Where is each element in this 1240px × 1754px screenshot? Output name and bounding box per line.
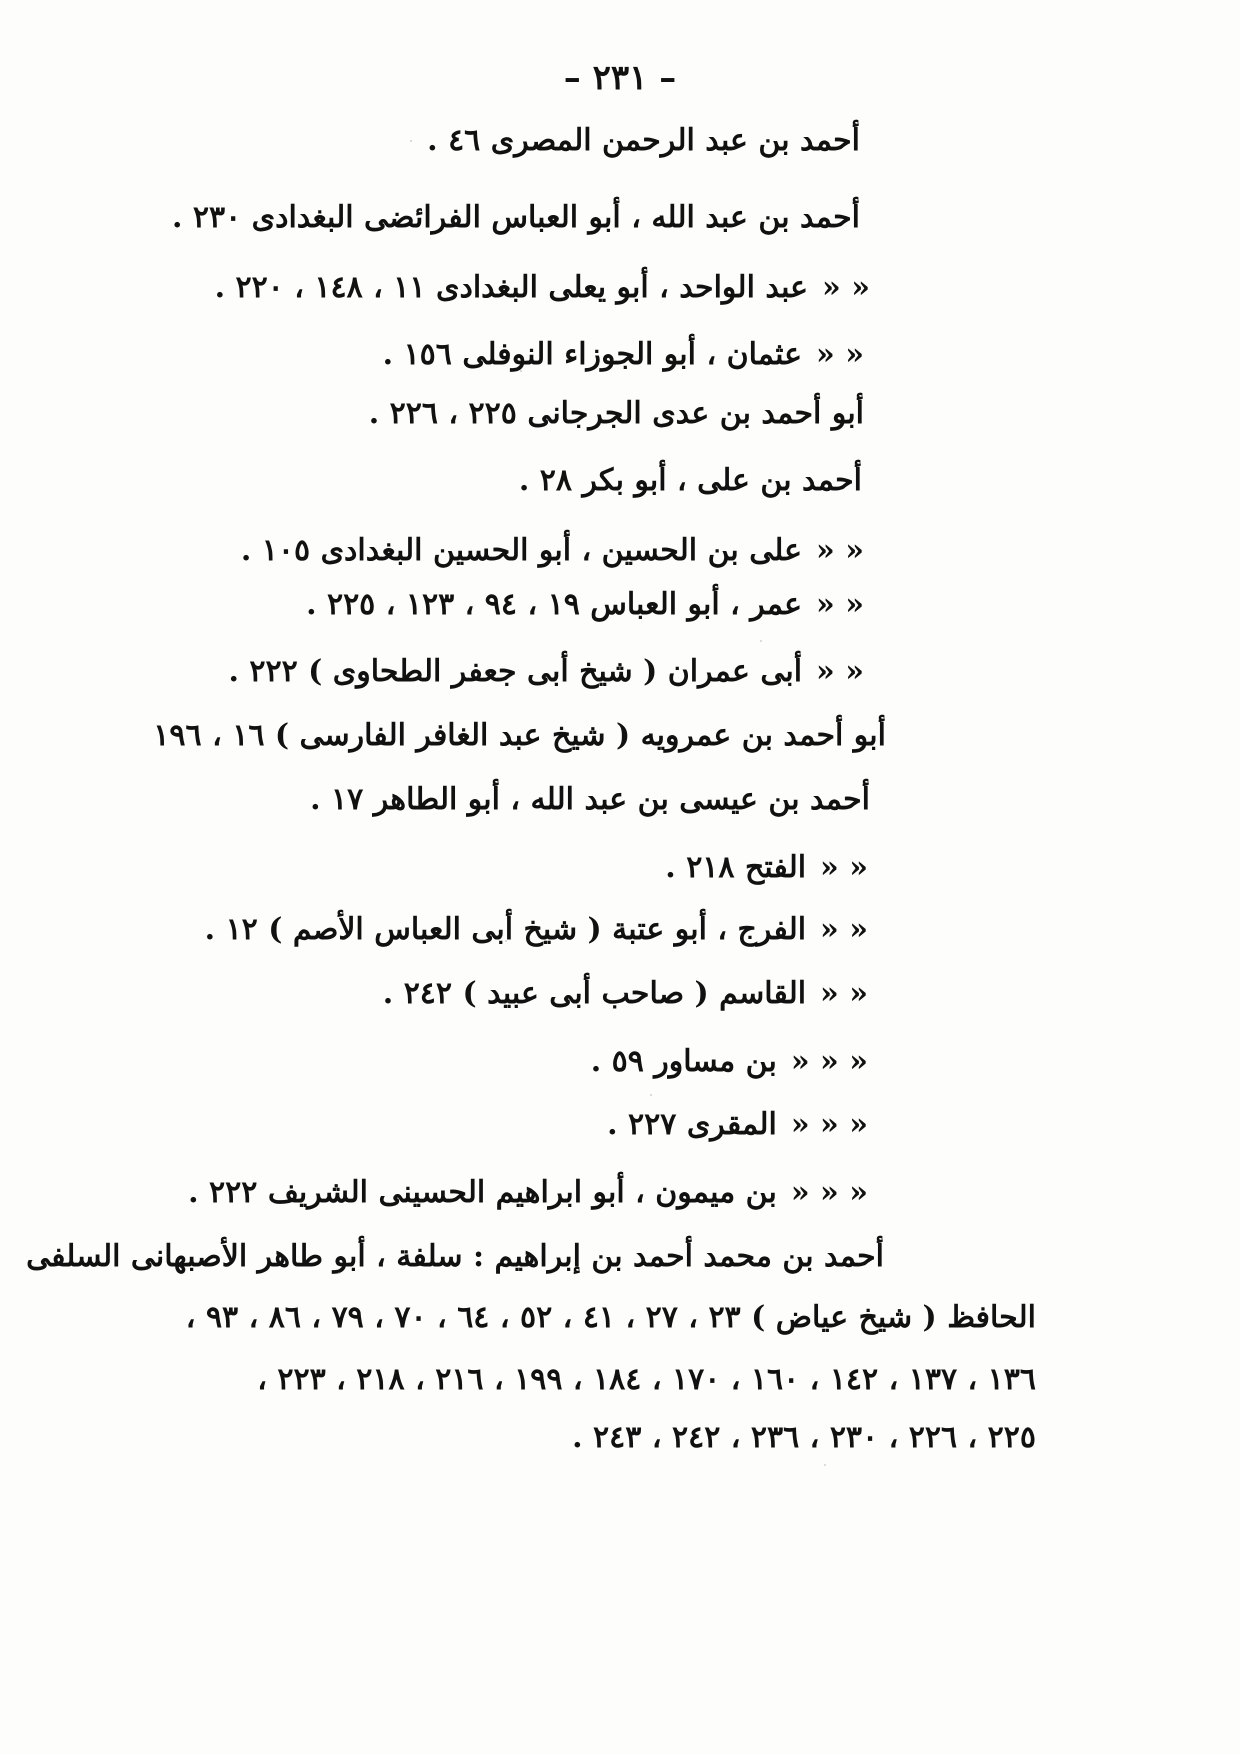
entry-text: أحمد بن على ، أبو بكر ٢٨ . bbox=[518, 463, 862, 498]
ditto-marker: « « bbox=[816, 533, 864, 568]
entry-text: الفتح ٢١٨ . bbox=[665, 850, 807, 885]
entry-text: عبد الواحد ، أبو يعلى البغدادى ١١ ، ١٤٨ ، ٢٢٠ . bbox=[214, 270, 809, 305]
ditto-marker: « « « bbox=[790, 1044, 868, 1079]
index-entry bbox=[44, 533, 864, 569]
ditto-marker: « « « bbox=[790, 1107, 868, 1142]
entry-text: المقرى ٢٢٧ . bbox=[607, 1107, 777, 1142]
index-entry bbox=[48, 976, 868, 1012]
index-entry bbox=[54, 200, 874, 236]
entry-text: أحمد بن عبد الرحمن المصرى ٤٦ . bbox=[427, 123, 860, 158]
index-entry bbox=[44, 654, 864, 690]
ditto-marker: « « bbox=[820, 912, 868, 947]
entry-text: الحافظ ( شيخ عياض ) ٢٣ ، ٢٧ ، ٤١ ، ٥٢ ، ٦٤ ، ٧٠ ، ٧٩ ، ٨٦ ، ٩٣ ، bbox=[185, 1300, 1036, 1335]
entry-text: عمر ، أبو العباس ١٩ ، ٩٤ ، ١٢٣ ، ٢٢٥ . bbox=[306, 587, 803, 622]
page-number: – ٢٣١ – bbox=[563, 58, 677, 98]
ditto-marker: « « bbox=[820, 850, 868, 885]
entry-text: أحمد بن محمد أحمد بن إبراهيم : سلفة ، أبو طاهر الأصبهانى السلفى bbox=[26, 1239, 884, 1274]
index-entry bbox=[48, 1044, 868, 1080]
scan-speck bbox=[410, 140, 412, 142]
index-entry bbox=[50, 1362, 1050, 1398]
index-entry bbox=[44, 587, 864, 623]
index-entry bbox=[10, 270, 870, 306]
entry-text: أبو أحمد بن عمرويه ( شيخ عبد الغافر الفارسى ) ١٦ ، ١٩٦ bbox=[153, 718, 886, 753]
index-entry bbox=[50, 1300, 1050, 1336]
index-entry bbox=[26, 1239, 898, 1275]
index-entry bbox=[50, 1420, 1050, 1456]
index-entry bbox=[54, 123, 874, 159]
scan-speck bbox=[650, 1094, 652, 1096]
ditto-marker: « « bbox=[816, 337, 864, 372]
entry-text: ٢٢٥ ، ٢٢٦ ، ٢٣٠ ، ٢٣٦ ، ٢٤٢ ، ٢٤٣ . bbox=[572, 1420, 1036, 1455]
index-entry bbox=[64, 782, 884, 818]
scan-speck bbox=[520, 370, 522, 372]
index-entry bbox=[8, 1175, 868, 1211]
scan-speck bbox=[824, 1464, 826, 1466]
ditto-marker: « « bbox=[816, 587, 864, 622]
entry-text: أحمد بن عيسى بن عبد الله ، أبو الطاهر ١٧ . bbox=[310, 782, 870, 817]
entry-text: أحمد بن عبد الله ، أبو العباس الفرائضى البغدادى ٢٣٠ . bbox=[171, 200, 860, 235]
index-entry bbox=[58, 396, 878, 432]
scan-speck bbox=[505, 940, 507, 942]
index-entry bbox=[40, 718, 900, 754]
index-entry bbox=[56, 463, 876, 499]
entry-text: ١٣٦ ، ١٣٧ ، ١٤٢ ، ١٦٠ ، ١٧٠ ، ١٨٤ ، ١٩٩ ، ٢١٦ ، ٢١٨ ، ٢٢٣ ، bbox=[257, 1362, 1036, 1397]
index-entry bbox=[48, 850, 868, 886]
index-entry bbox=[48, 1107, 868, 1143]
entry-text: أبى عمران ( شيخ أبى جعفر الطحاوى ) ٢٢٢ . bbox=[228, 654, 803, 689]
entry-text: بن مساور ٥٩ . bbox=[590, 1044, 777, 1079]
index-entry bbox=[44, 337, 864, 373]
ditto-marker: « « bbox=[820, 976, 868, 1011]
entry-text: عثمان ، أبو الجوزاء النوفلى ١٥٦ . bbox=[382, 337, 803, 372]
ditto-marker: « « bbox=[822, 270, 870, 305]
entry-text: بن ميمون ، أبو ابراهيم الحسينى الشريف ٢٢٢ . bbox=[188, 1175, 777, 1210]
entry-text: الفرج ، أبو عتبة ( شيخ أبى العباس الأصم ) ١٢ . bbox=[204, 912, 807, 947]
scan-speck bbox=[338, 1272, 340, 1274]
entry-text: أبو أحمد بن عدى الجرجانى ٢٢٥ ، ٢٢٦ . bbox=[368, 396, 864, 431]
ditto-marker: « « bbox=[816, 654, 864, 689]
ditto-marker: « « « bbox=[790, 1175, 868, 1210]
scan-speck bbox=[760, 640, 762, 642]
index-entry bbox=[8, 912, 868, 948]
entry-text: القاسم ( صاحب أبى عبيد ) ٢٤٢ . bbox=[382, 976, 807, 1011]
entry-text: على بن الحسين ، أبو الحسين البغدادى ١٠٥ . bbox=[240, 533, 803, 568]
